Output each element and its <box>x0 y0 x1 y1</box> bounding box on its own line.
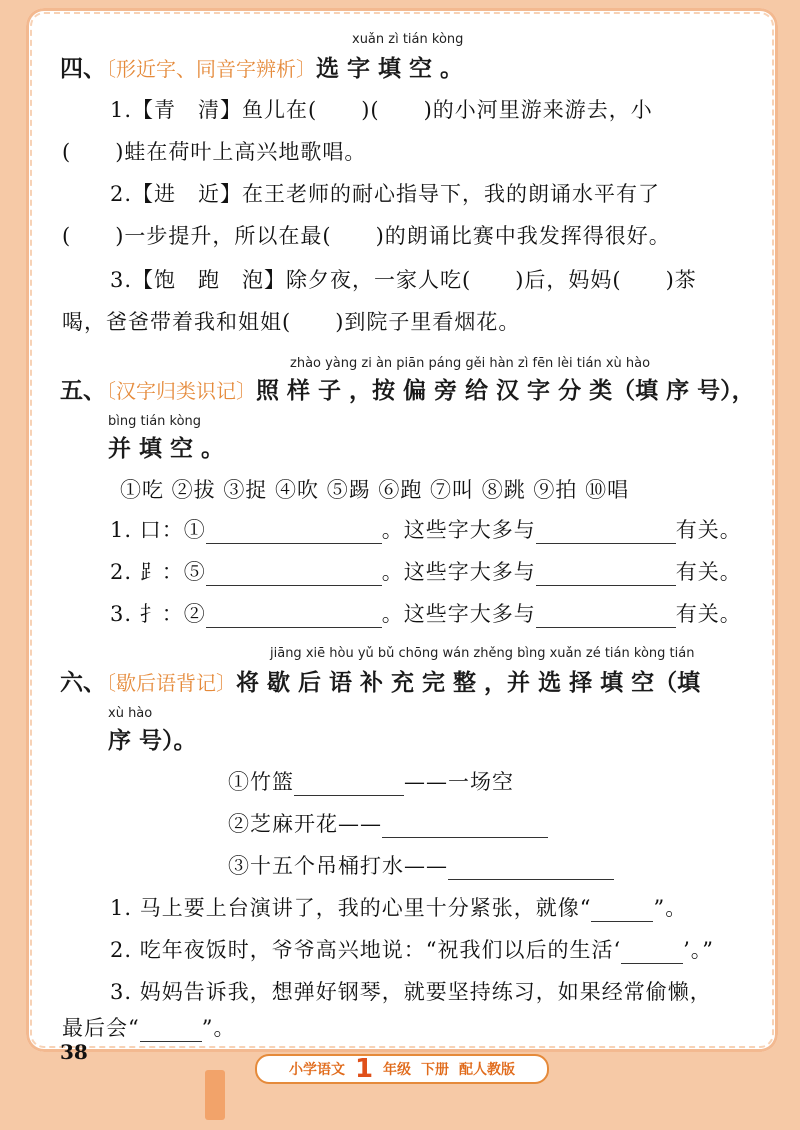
s6-q3-end: ”。 <box>201 1016 236 1040</box>
s4-heading <box>60 50 463 83</box>
s5-row-1-end: 有关。 <box>675 518 742 542</box>
s6-xiehouyu-3-blank[interactable] <box>448 857 614 880</box>
s6-q1 <box>110 892 687 922</box>
s5-instruction: 照 样 子 ，按 偏 旁 给 汉 字 分 类（填 序 号）， <box>256 377 755 404</box>
s6-xiehouyu-2 <box>228 808 548 838</box>
s4-q1-line1: 1.【青 清】鱼儿在( )( )的小河里游来游去，小 <box>110 98 653 122</box>
s4-tag: 〔形近字、同音字辨析〕 <box>106 57 316 81</box>
s6-xiehouyu-3-start: ③十五个吊桶打水—— <box>228 854 448 878</box>
s6-xiehouyu-1-blank[interactable] <box>294 773 404 796</box>
footer-grade: 1 <box>354 1054 374 1084</box>
s6-q1-text: 1. 马上要上台演讲了，我的心里十分紧张，就像“ <box>110 896 592 920</box>
s6-heading <box>60 664 700 697</box>
s5-row-2-blank-chars[interactable] <box>206 563 382 586</box>
s6-q3-text: 最后会“ <box>62 1016 140 1040</box>
s5-row-3-blank-chars[interactable] <box>206 605 382 628</box>
s6-q2-blank[interactable] <box>621 941 683 964</box>
s6-q2-text: 2. 吃年夜饭时，爷爷高兴地说：“祝我们以后的生活‘ <box>110 938 622 962</box>
s5-row-2-mid: 。这些字大多与 <box>381 560 536 584</box>
s5-row-2-label: 2. ⻊：⑤ <box>110 560 206 584</box>
s4-pinyin: xuǎn zì tián kòng <box>352 32 464 47</box>
footer-grade-unit: 年级 <box>383 1062 412 1078</box>
footer-subject: 小学语文 <box>288 1062 345 1078</box>
s6-xiehouyu-3 <box>228 850 614 880</box>
s5-pinyin-1: zhào yàng zi àn piān páng gěi hàn zì fēn lèi tián xù hào <box>290 356 651 371</box>
s5-row-1-blank-chars[interactable] <box>206 521 382 544</box>
s5-row-2 <box>110 556 742 586</box>
s5-tag: 〔汉字归类识记〕 <box>106 379 256 403</box>
s4-q1-line2: ( )蛙在荷叶上高兴地歌唱。 <box>62 140 367 164</box>
s5-instruction-2: 并 填 空 。 <box>108 435 225 462</box>
s5-row-3-label: 3. 扌：② <box>110 602 206 626</box>
s5-row-1 <box>110 514 742 544</box>
page-tab-strip <box>205 1070 225 1120</box>
s5-row-2-blank-meaning[interactable] <box>536 563 676 586</box>
s5-char-list: ①吃 ②拔 ③捉 ④吹 ⑤踢 ⑥跑 ⑦叫 ⑧跳 ⑨拍 ⑩唱 <box>120 478 630 502</box>
page-number: 38 <box>60 1040 88 1064</box>
footer-term: 下册 <box>421 1062 450 1078</box>
s6-q3-blank[interactable] <box>140 1019 202 1042</box>
s6-xiehouyu-2-start: ②芝麻开花—— <box>228 812 382 836</box>
s6-xiehouyu-2-blank[interactable] <box>382 815 548 838</box>
s5-row-1-blank-meaning[interactable] <box>536 521 676 544</box>
s6-xiehouyu-1-start: ①竹篮 <box>228 770 294 794</box>
s5-row-1-mid: 。这些字大多与 <box>381 518 536 542</box>
s5-row-3 <box>110 598 742 628</box>
s6-pinyin-2: xù hào <box>108 706 153 721</box>
footer-book-info <box>255 1054 549 1084</box>
s6-number: 六、 <box>60 669 106 696</box>
s6-q1-blank[interactable] <box>591 899 653 922</box>
s6-xiehouyu-1-end: ——一场空 <box>404 770 514 794</box>
s5-row-3-mid: 。这些字大多与 <box>381 602 536 626</box>
s4-q2-line1: 2.【进 近】在王老师的耐心指导下，我的朗诵水平有了 <box>110 182 661 206</box>
s4-number: 四、 <box>60 55 106 82</box>
s5-row-3-end: 有关。 <box>675 602 742 626</box>
s5-pinyin-2: bìng tián kòng <box>108 414 202 429</box>
s5-row-2-end: 有关。 <box>675 560 742 584</box>
s4-instruction: 选 字 填 空 。 <box>316 55 464 82</box>
s6-q3-line2 <box>62 1012 236 1042</box>
s4-q2-line2: ( )一步提升，所以在最( )的朗诵比赛中我发挥得很好。 <box>62 224 671 248</box>
s6-tag: 〔歇后语背记〕 <box>106 671 236 695</box>
s6-q3-line1: 3. 妈妈告诉我，想弹好钢琴，就要坚持练习，如果经常偷懒， <box>110 980 712 1004</box>
s4-q3-line2: 喝，爸爸带着我和姐姐( )到院子里看烟花。 <box>62 310 521 334</box>
s5-row-1-label: 1. 口：① <box>110 518 206 542</box>
s6-xiehouyu-1 <box>228 766 514 796</box>
footer-edition: 配人教版 <box>459 1062 516 1078</box>
s4-q3-line1: 3.【饱 跑 泡】除夕夜，一家人吃( )后，妈妈( )茶 <box>110 268 697 292</box>
s6-instruction-2: 序 号）。 <box>108 727 197 754</box>
s6-pinyin-1: jiāng xiē hòu yǔ bǔ chōng wán zhěng bìng xuǎn zé tián kòng tián <box>270 646 695 661</box>
s6-instruction: 将 歇 后 语 补 充 完 整 ，并 选 择 填 空（填 <box>236 669 701 696</box>
s6-q2 <box>110 934 714 964</box>
s6-q1-end: ”。 <box>653 896 688 920</box>
s6-q2-end: ’。” <box>683 938 715 962</box>
s5-number: 五、 <box>60 377 106 404</box>
s5-row-3-blank-meaning[interactable] <box>536 605 676 628</box>
s5-heading <box>60 372 755 405</box>
